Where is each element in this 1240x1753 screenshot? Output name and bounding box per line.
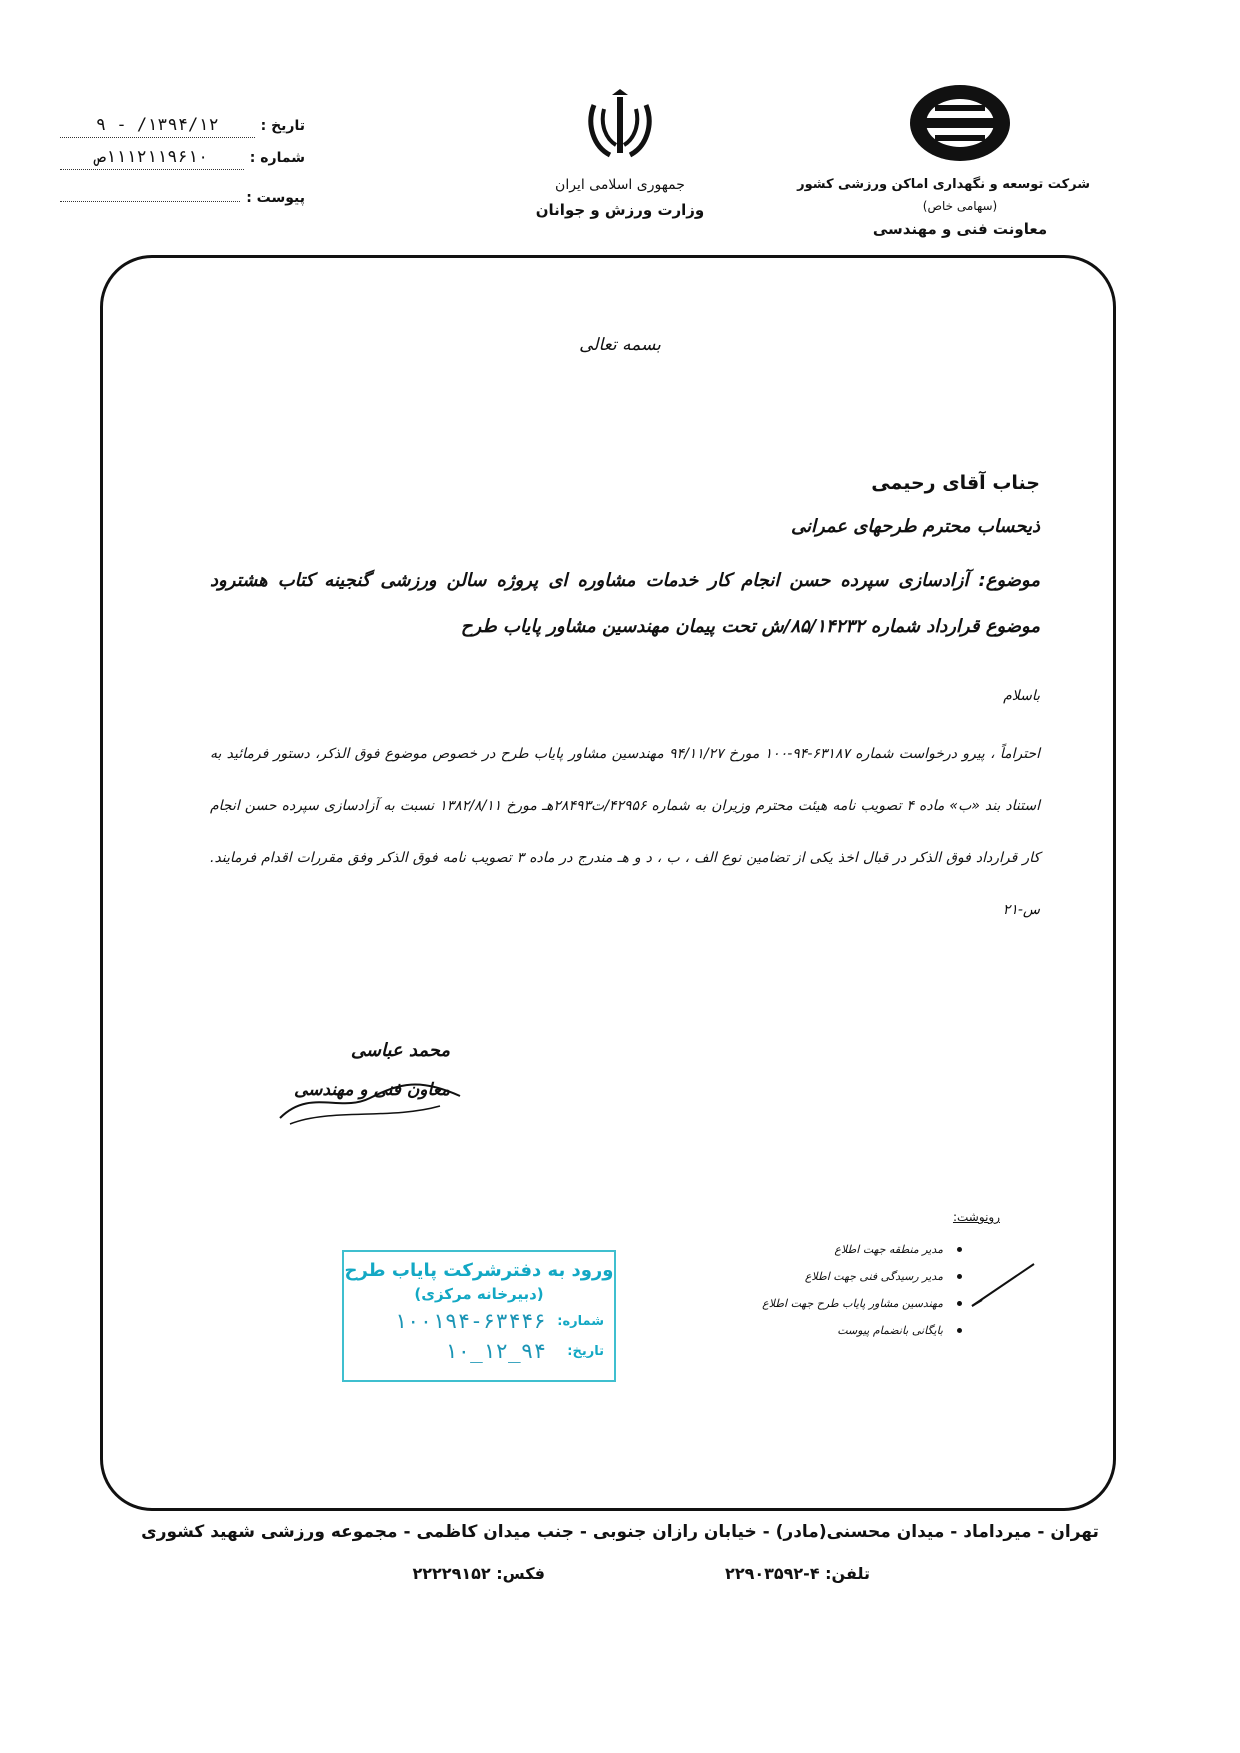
organization-type: (سهامی خاص) [922, 199, 998, 213]
footer-phone: تلفن: ۴-۲۲۹۰۳۵۹۲ [725, 1564, 870, 1583]
letter-subject: موضوع: آزادسازی سپرده حسن انجام کار خدمات مشاوره ای پروژه سالن ورزشی گنجینه کتاب هشترود موضوع قرارداد شماره ۸۵/۱۴۲۳۲/ش تحت پیمان مهندسین مشاور پایاب طرح [210, 570, 1040, 637]
bullet-icon [957, 1247, 962, 1252]
organization-header [797, 80, 1090, 242]
cc-item: مدیر رسیدگی فنی جهت اطلاع [762, 1263, 962, 1290]
letter-body [210, 728, 1040, 936]
signatory-name: محمد عباسی [350, 1040, 450, 1061]
stamp-date-value: ۹۴_۱۲_۱۰ [444, 1339, 546, 1363]
date-label: تاریخ : [260, 118, 305, 134]
cc-item: بایگانی بانضمام پیوست [762, 1317, 962, 1344]
stamp-number-row [344, 1309, 614, 1333]
footer-address: تهران - میرداماد - میدان محسنی(مادر) - خیابان رازان جنوبی - جنب میدان کاظمی - مجموعه ورزشی شهید کشوری [141, 1522, 1099, 1542]
receipt-stamp [342, 1250, 616, 1382]
cc-list [762, 1236, 962, 1344]
bullet-icon [957, 1274, 962, 1279]
stamp-date-label: تاریخ: [567, 1343, 604, 1359]
attachment-label: پیوست : [246, 190, 305, 206]
attachment-value [60, 179, 240, 202]
greeting: باسلام [1003, 688, 1040, 704]
letter-meta [60, 115, 305, 211]
date-row [60, 115, 305, 147]
stamp-subtitle: (دبیرخانه مرکزی) [414, 1285, 544, 1303]
reference-code: س-۲۱ [1002, 902, 1040, 918]
recipient-title: ذیحساب محترم طرحهای عمرانی [790, 516, 1040, 537]
bullet-icon [957, 1328, 962, 1333]
stamp-title: ورود به دفترشرکت پایاب طرح [344, 1260, 614, 1281]
number-value: ۱۱۱۲۱۱۹۶۱۰ص [60, 147, 244, 170]
cc-heading: رونوشت: [952, 1210, 1000, 1224]
cc-item: مدیر منطقه جهت اطلاع [762, 1236, 962, 1263]
bullet-icon [957, 1301, 962, 1306]
organization-department: معاونت فنی و مهندسی [872, 220, 1048, 238]
recipient-name: جناب آقای رحیمی [871, 472, 1040, 494]
stamp-date-row [344, 1339, 614, 1363]
cc-item: مهندسین مشاور پایاب طرح جهت اطلاع [762, 1290, 962, 1317]
signatory-title: معاون فنی و مهندسی [294, 1080, 450, 1100]
cc-mark-icon [968, 1260, 1038, 1310]
footer-fax: فکس: ۲۲۲۲۹۱۵۲ [412, 1564, 545, 1583]
iran-emblem-icon [580, 85, 660, 165]
government-header [520, 85, 720, 223]
government-name: جمهوری اسلامی ایران [555, 177, 685, 193]
date-value: ۱۳۹۴/۱۲/ - ۹ [60, 115, 255, 138]
number-row [60, 147, 305, 179]
number-label: شماره : [249, 150, 305, 166]
letter-body-text: احتراماً ، پیرو درخواست شماره ۶۳۱۸۷-۹۴-۱۰۰ مورخ ۹۴/۱۱/۲۷ مهندسین مشاور پایاب طرح در خصوص موضوع فوق الذکر، دستور فرمائید به استناد بند «ب» ماده ۴ تصویب نامه هیئت محترم وزیران به شماره ۴۲۹۵۶/ت۲۸۴۹۳هـ مورخ ۱۳۸۲/۸/۱۱ نسبت به آزادسازی سپرده حسن انجام کار قرارداد فوق الذکر در قبال اخذ یکی از تضامین نوع الف ، ب ، د و هـ مندرج در ماده ۳ تصویب نامه فوق الذکر وفق مقررات اقدام فرمایند. [210, 746, 1041, 866]
organization-name: شرکت توسعه و نگهداری اماکن ورزشی کشور [797, 177, 1090, 192]
stamp-number-label: شماره: [557, 1313, 604, 1329]
signature-scribble [270, 1068, 470, 1128]
stamp-number-value: ۱۰۰۱۹۴-۶۳۴۴۶ [394, 1309, 546, 1333]
bismillah: بسمه تعالی [579, 335, 661, 355]
attachment-row [60, 179, 305, 211]
organization-logo-icon [905, 80, 1015, 166]
ministry-name: وزارت ورزش و جوانان [535, 201, 705, 219]
